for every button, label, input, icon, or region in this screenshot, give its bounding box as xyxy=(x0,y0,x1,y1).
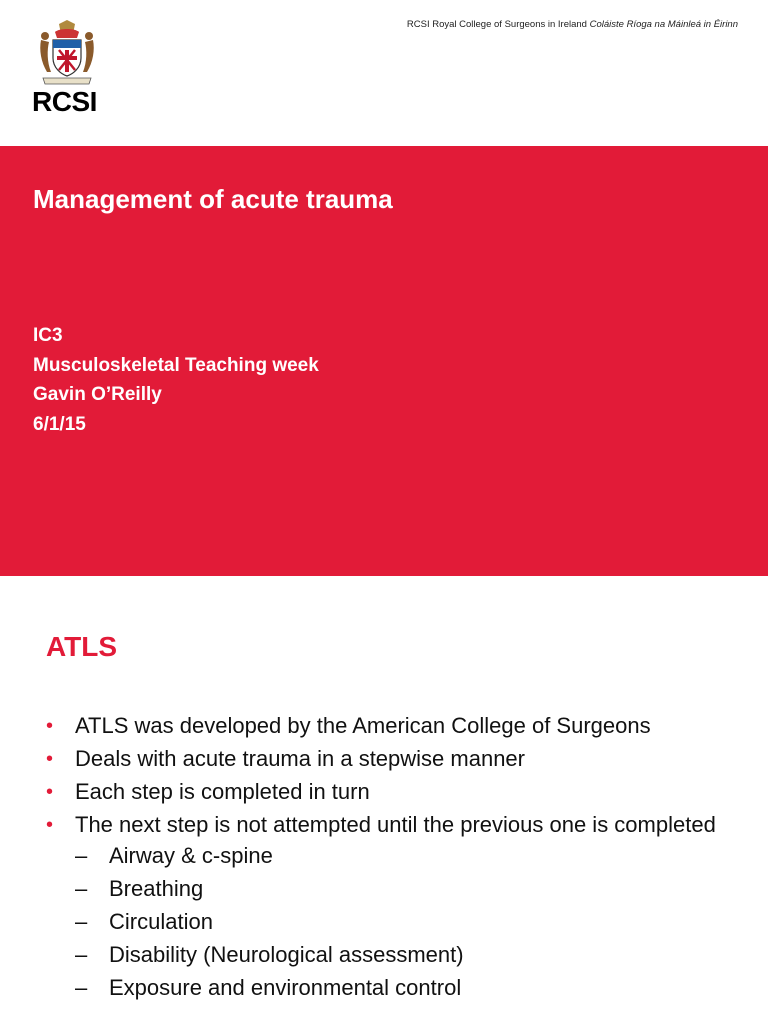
step-text: Airway & c-spine xyxy=(109,843,273,868)
step-item xyxy=(75,875,746,903)
title-details xyxy=(33,321,319,439)
dash-icon: – xyxy=(75,876,88,901)
dash-icon: – xyxy=(75,942,88,967)
bullet-item xyxy=(46,811,746,1002)
step-item xyxy=(75,941,746,969)
bullet-text: Each step is completed in turn xyxy=(75,779,370,804)
presenter-name: Gavin O’Reilly xyxy=(33,384,162,405)
slide-heading: ATLS xyxy=(46,631,118,662)
title-band xyxy=(0,146,768,576)
rcsi-wordmark: RCSI xyxy=(32,86,97,117)
step-item xyxy=(75,842,746,870)
bullet-item xyxy=(46,745,746,773)
step-text: Breathing xyxy=(109,876,204,901)
dash-icon: – xyxy=(75,843,88,868)
dash-icon: – xyxy=(75,975,88,1000)
dash-icon: – xyxy=(75,909,88,934)
step-item xyxy=(75,974,746,1002)
bullet-icon: • xyxy=(46,715,54,737)
institution-tagline xyxy=(398,19,738,31)
bullet-icon: • xyxy=(46,814,54,836)
tagline-irish: Coláiste Ríoga na Máinleá in Éirinn xyxy=(589,19,738,30)
bullet-icon: • xyxy=(46,748,54,770)
bullet-item xyxy=(46,712,746,740)
tagline-english: RCSI Royal College of Surgeons in Ireland xyxy=(406,19,587,30)
teaching-week: Musculoskeletal Teaching week xyxy=(33,354,319,376)
bullet-icon: • xyxy=(46,781,54,803)
step-text: Circulation xyxy=(109,909,213,934)
step-text: Exposure and environmental control xyxy=(109,975,462,1000)
bullet-text: The next step is not attempted until the previous one is completed xyxy=(75,812,716,837)
slide-title: Management of acute trauma xyxy=(33,184,393,214)
bullet-list xyxy=(46,712,746,1007)
course-code: IC3 xyxy=(33,325,63,346)
presentation-date: 6/1/15 xyxy=(33,413,86,435)
bullet-item xyxy=(46,778,746,806)
atls-slide xyxy=(0,576,768,1024)
step-list xyxy=(75,842,746,1002)
bullet-text: Deals with acute trauma in a stepwise manner xyxy=(75,746,525,771)
step-item xyxy=(75,908,746,936)
step-text: Disability (Neurological assessment) xyxy=(109,942,464,967)
bullet-text: ATLS was developed by the American College of Surgeons xyxy=(75,713,651,738)
rcsi-crest-logo xyxy=(37,20,97,86)
